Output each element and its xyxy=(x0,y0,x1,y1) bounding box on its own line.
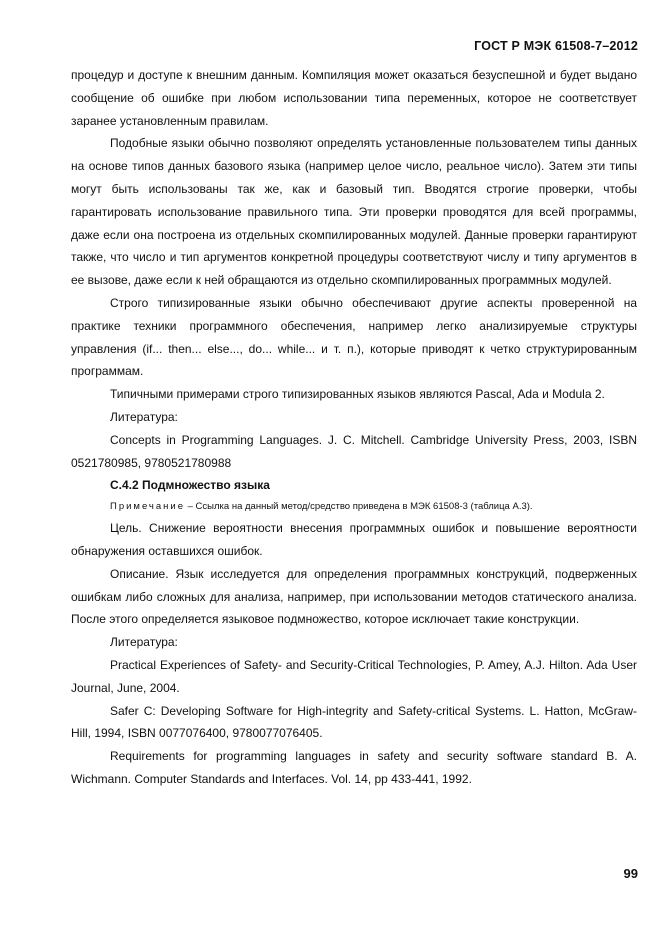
page-content xyxy=(71,64,637,791)
reference-wichmann: Requirements for programming languages in safety and security software standard B. A. Wichmann. Computer Standards and Interfaces. Vol. 14, pp 433-441, 1992. xyxy=(71,749,637,786)
standard-header: ГОСТ Р МЭК 61508-7–2012 xyxy=(474,39,638,53)
note-text: – Ссылка на данный метод/средство приведена в МЭК 61508-3 (таблица А.3). xyxy=(185,501,533,513)
note-label: Примечание xyxy=(110,501,185,513)
reference-mitchell: Concepts in Programming Languages. J. C. Mitchell. Cambridge University Press, 2003, ISBN 0521780985, 9780521780988 xyxy=(71,432,637,470)
paragraph-description: Описание. Язык исследуется для определения программных конструкций, подверженных ошибкам либо сложных для анализа, например, при использовании методов статического анализа. После этого определяется языковое подмножество, которое исключает такие конструкции. xyxy=(71,566,637,627)
paragraph-continuation: процедур и доступе к внешним данным. Компиляция может оказаться безуспешной и будет выдано сообщение об ошибке при любом использовании типа переменных, которое не соответствует заранее установленным правилам. xyxy=(71,68,637,128)
section-note xyxy=(71,497,637,517)
section-title: Подмножество языка xyxy=(142,478,270,493)
section-number: C.4.2 xyxy=(110,478,139,493)
literature-label: Литература: xyxy=(110,409,178,424)
literature-label-2: Литература: xyxy=(110,635,178,650)
reference-amey: Practical Experiences of Safety- and Security-Critical Technologies, P. Amey, A.J. Hilton. Ada User Journal, June, 2004. xyxy=(71,657,637,695)
paragraph-goal: Цель. Снижение вероятности внесения программных ошибок и повышение вероятности обнаружения оставшихся ошибок. xyxy=(71,521,637,558)
page-number: 99 xyxy=(623,866,638,881)
section-heading xyxy=(71,474,637,497)
paragraph-examples: Типичными примерами строго типизированных языков являются Pascal, Ada и Modula 2. xyxy=(110,387,605,402)
paragraph-strong-typing-aspects: Строго типизированные языки обычно обеспечивают другие аспекты проверенной на практике техники программного обеспечения, например легко анализируемые структуры управления (if... then... else..., do... while... и т. п.), которые приводят к четко структурированным программам. xyxy=(71,295,637,379)
reference-hatton: Safer C: Developing Software for High-integrity and Safety-critical Systems. L. Hatton, McGraw-Hill, 1994, ISBN 0077076400, 9780077076405. xyxy=(71,703,637,741)
paragraph-user-types: Подобные языки обычно позволяют определять установленные пользователем типы данных на основе типов данных базового языка (например целое число, реальное число). Затем эти типы могут быть использованы так же, как и базовый тип. Вводятся строгие проверки, чтобы гарантировать использование правильного типа. Эти проверки проводятся для всей программы, даже если она построена из отдельных скомпилированных модулей. Данные проверки гарантируют также, что число и тип аргументов конкретной процедуры соответствуют числу и типу аргументов в ее вызове, даже если к ней обращаются из отдельно скомпилированных программных модулей. xyxy=(71,136,637,288)
